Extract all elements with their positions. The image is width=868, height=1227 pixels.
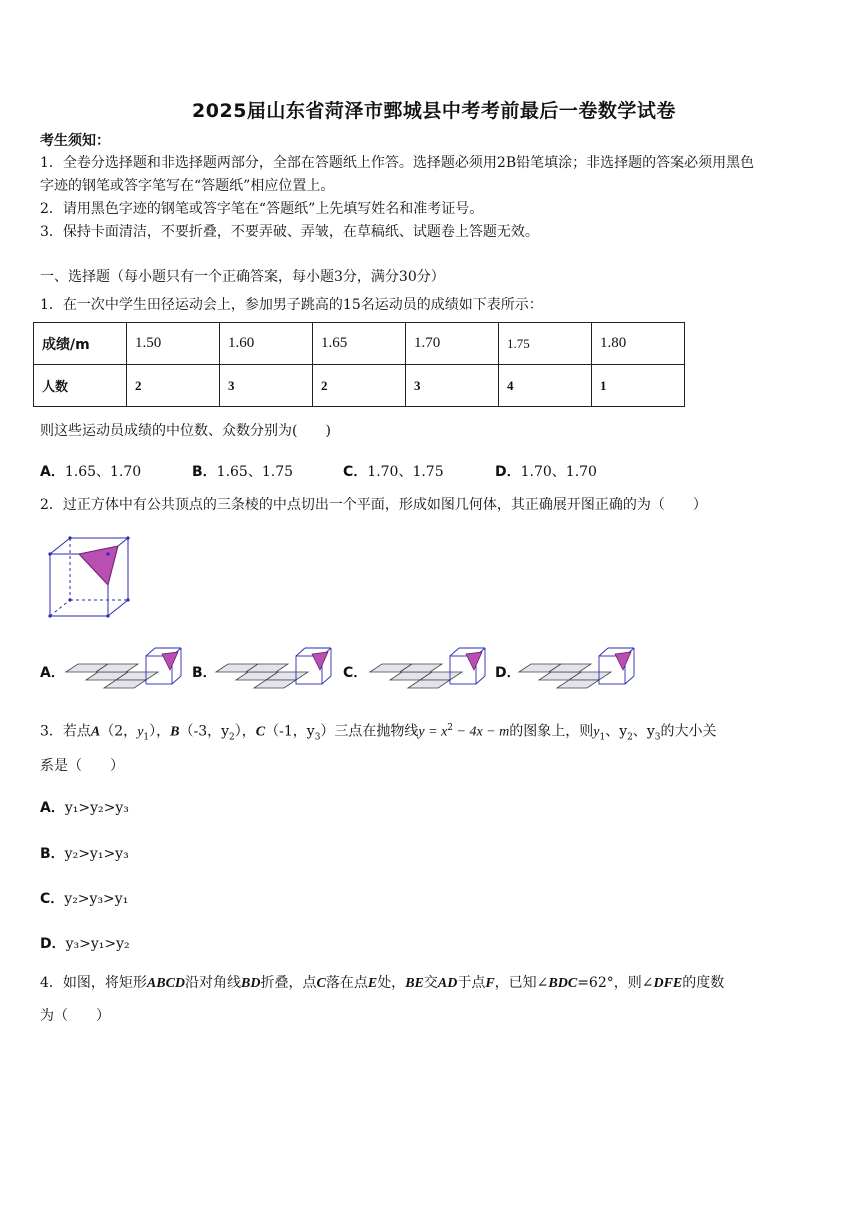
page-title: 2025届山东省菏泽市鄄城县中考考前最后一卷数学试卷 <box>192 100 676 122</box>
net-face-shape <box>557 680 599 688</box>
table-cell: 1 <box>592 365 685 407</box>
net-face-shape <box>254 680 296 688</box>
section-heading: 一、选择题（每小题只有一个正确答案，每小题3分，满分30分） <box>40 269 445 285</box>
option-text: 1.65、1.75 <box>216 464 294 480</box>
option-text: 1.70、1.75 <box>367 464 444 480</box>
q3-option-b[interactable] <box>40 843 129 863</box>
option-label: A． <box>40 800 65 816</box>
net-figure-b <box>216 644 334 692</box>
notice-heading: 考生须知： <box>40 133 110 149</box>
option-text: y₂>y₃>y₁ <box>64 891 129 907</box>
option-label: C． <box>343 464 368 480</box>
table-header-cell: 成绩/m <box>34 323 127 365</box>
q2-option-b[interactable] <box>192 662 217 682</box>
q3-option-c[interactable] <box>40 888 128 908</box>
cut-triangle-shape <box>79 546 118 585</box>
net-cut-triangle-shape <box>312 652 328 670</box>
table-cell: 1.80 <box>592 323 685 365</box>
net-face-shape <box>104 680 146 688</box>
net-cut-triangle-shape <box>162 652 178 670</box>
q2-stem: 2．过正方体中有公共顶点的三条棱的中点切出一个平面，形成如图几何体，其正确展开图正确的为（ ） <box>40 497 707 513</box>
q4-stem: 4．如图，将矩形ABCD沿对角线BD折叠，点C落在点E处，BE交AD于点F，已知∠BDC=62°，则∠DFE的度数 <box>40 975 725 991</box>
option-label: D． <box>495 665 521 681</box>
q3-stem-cont: 系是（ ） <box>40 758 124 774</box>
q2-option-a[interactable] <box>40 662 65 682</box>
q1-question: 则这些运动员成绩的中位数、众数分别为( ) <box>40 423 331 439</box>
q1-stem: 1．在一次中学生田径运动会上，参加男子跳高的15名运动员的成绩如下表所示： <box>40 297 543 313</box>
table-cell: 1.75 <box>499 323 592 365</box>
net-cut-triangle-shape <box>615 652 631 670</box>
score-table <box>33 322 685 407</box>
option-label: D． <box>40 936 66 952</box>
net-figure-c <box>370 644 488 692</box>
option-label: A． <box>40 665 65 681</box>
q2-option-c[interactable] <box>343 662 367 682</box>
option-label: A． <box>40 464 65 480</box>
table-cell: 3 <box>406 365 499 407</box>
table-cell: 1.50 <box>127 323 220 365</box>
net-cut-triangle-shape <box>466 652 482 670</box>
option-label: B． <box>192 464 217 480</box>
table-row <box>34 323 685 365</box>
option-text: y₂>y₁>y₃ <box>64 846 129 862</box>
option-text: 1.65、1.70 <box>64 464 142 480</box>
table-row <box>34 365 685 407</box>
q1-option-b[interactable] <box>192 461 293 481</box>
q3-option-a[interactable] <box>40 797 129 817</box>
q1-option-c[interactable] <box>343 461 444 481</box>
option-text: y₃>y₁>y₂ <box>65 936 130 952</box>
notice-item-3: 3．保持卡面清洁，不要折叠，不要弄破、弄皱，在草稿纸、试题卷上答题无效。 <box>40 224 539 240</box>
option-label: C． <box>343 665 368 681</box>
table-cell: 1.65 <box>313 323 406 365</box>
net-figure-d <box>519 644 637 692</box>
table-header-cell: 人数 <box>34 365 127 407</box>
table-cell: 2 <box>313 365 406 407</box>
notice-item-1-cont: 字迹的钢笔或答字笔写在“答题纸”相应位置上。 <box>40 178 335 194</box>
net-figure-a <box>66 644 184 692</box>
option-label: D． <box>495 464 521 480</box>
net-face-shape <box>408 680 450 688</box>
q1-option-d[interactable] <box>495 461 597 481</box>
table-cell: 1.60 <box>220 323 313 365</box>
table-cell: 1.70 <box>406 323 499 365</box>
option-label: B． <box>192 665 217 681</box>
q3-stem: 3．若点A（2，$y_1$），B（-3，$y_2$），C（-1，$y_3$）三点在抛物线$y = x^2 - 4x - m$的图象上，则$y_1$、$y_2$、$y_3$的大小关 <box>40 723 717 743</box>
q3-option-d[interactable] <box>40 933 130 953</box>
option-label: C． <box>40 891 65 907</box>
q1-option-a[interactable] <box>40 461 141 481</box>
option-label: B． <box>40 846 65 862</box>
cube-figure <box>46 536 136 622</box>
notice-item-2: 2．请用黑色字迹的钢笔或答字笔在“答题纸”上先填写姓名和准考证号。 <box>40 201 484 217</box>
notice-item-1: 1．全卷分选择题和非选择题两部分，全部在答题纸上作答。选择题必须用2B铅笔填涂；非选择题的答案必须用黑色 <box>40 155 755 171</box>
table-cell: 2 <box>127 365 220 407</box>
q4-stem-cont: 为（ ） <box>40 1008 110 1024</box>
table-cell: 4 <box>499 365 592 407</box>
option-text: 1.70、1.70 <box>520 464 597 480</box>
option-text: y₁>y₂>y₃ <box>64 800 129 816</box>
table-cell: 3 <box>220 365 313 407</box>
q2-option-d[interactable] <box>495 662 521 682</box>
